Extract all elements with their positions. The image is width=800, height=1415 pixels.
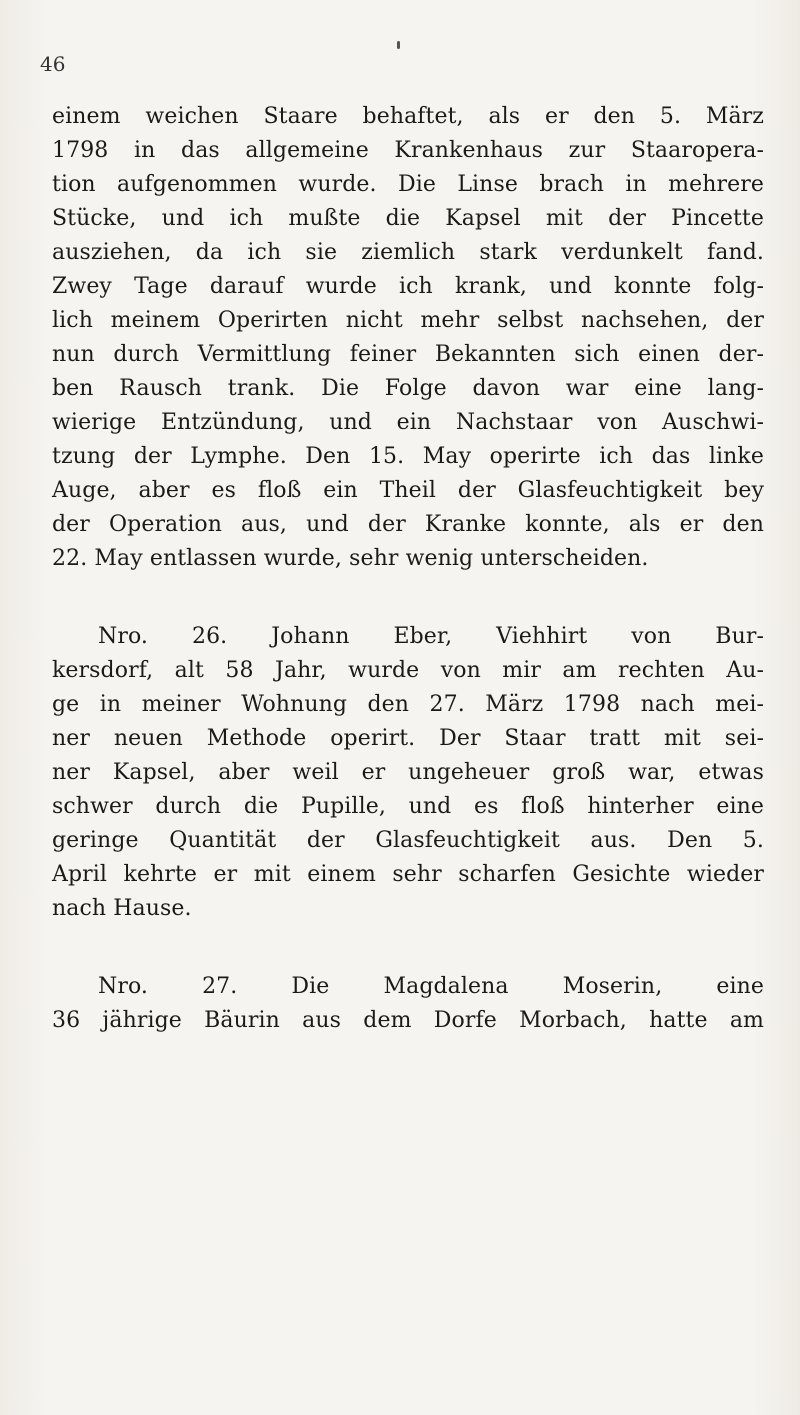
text-line: Stücke, und ich mußte die Kapsel mit der Pincette <box>52 206 764 231</box>
case-heading-line: Nro. 26. Johann Eber, Viehhirt von Bur- <box>98 624 764 649</box>
text-line: 36 jährige Bäurin aus dem Dorfe Morbach, hatte am <box>52 1008 764 1033</box>
paragraph-case-25-continued <box>52 100 764 576</box>
body-text <box>52 100 764 1038</box>
paragraph-case-26 <box>52 620 764 926</box>
text-line: ner neuen Methode operirt. Der Staar tratt mit sei- <box>52 726 764 751</box>
text-line: tion aufgenommen wurde. Die Linse brach in mehrere <box>52 172 764 197</box>
page-number: 46 <box>40 52 66 76</box>
text-line: ben Rausch trank. Die Folge davon war eine lang- <box>52 376 764 401</box>
text-line: 22. May entlassen wurde, sehr wenig unterscheiden. <box>52 546 649 571</box>
text-line: ge in meiner Wohnung den 27. März 1798 nach mei- <box>52 692 764 717</box>
text-line: nun durch Vermittlung feiner Bekannten sich einen der- <box>52 342 764 367</box>
text-line: Zwey Tage darauf wurde ich krank, und konnte folg- <box>52 274 764 299</box>
text-line: tzung der Lymphe. Den 15. May operirte ich das linke <box>52 444 764 469</box>
text-line: schwer durch die Pupille, und es floß hinterher eine <box>52 794 764 819</box>
text-line: Auge, aber es floß ein Theil der Glasfeuchtigkeit bey <box>52 478 764 503</box>
text-line: ausziehen, da ich sie ziemlich stark verdunkelt fand. <box>52 240 764 265</box>
text-line: der Operation aus, und der Kranke konnte, als er den <box>52 512 764 537</box>
text-line: April kehrte er mit einem sehr scharfen Gesichte wieder <box>52 862 764 887</box>
text-line: 1798 in das allgemeine Krankenhaus zur Staaropera- <box>52 138 764 163</box>
text-line: ner Kapsel, aber weil er ungeheuer groß war, etwas <box>52 760 764 785</box>
case-heading-line: Nro. 27. Die Magdalena Moserin, eine <box>98 974 764 999</box>
text-line: kersdorf, alt 58 Jahr, wurde von mir am rechten Au- <box>52 658 764 683</box>
ink-speck <box>397 41 400 49</box>
text-line: wierige Entzündung, und ein Nachstaar von Auschwi- <box>52 410 764 435</box>
paragraph-gap <box>52 926 764 970</box>
paragraph-case-27 <box>52 970 764 1038</box>
paragraph-gap <box>52 576 764 620</box>
text-line: einem weichen Staare behaftet, als er den 5. März <box>52 104 764 129</box>
text-line: lich meinem Operirten nicht mehr selbst nachsehen, der <box>52 308 764 333</box>
text-line: geringe Quantität der Glasfeuchtigkeit aus. Den 5. <box>52 828 764 853</box>
text-line: nach Hause. <box>52 896 192 921</box>
